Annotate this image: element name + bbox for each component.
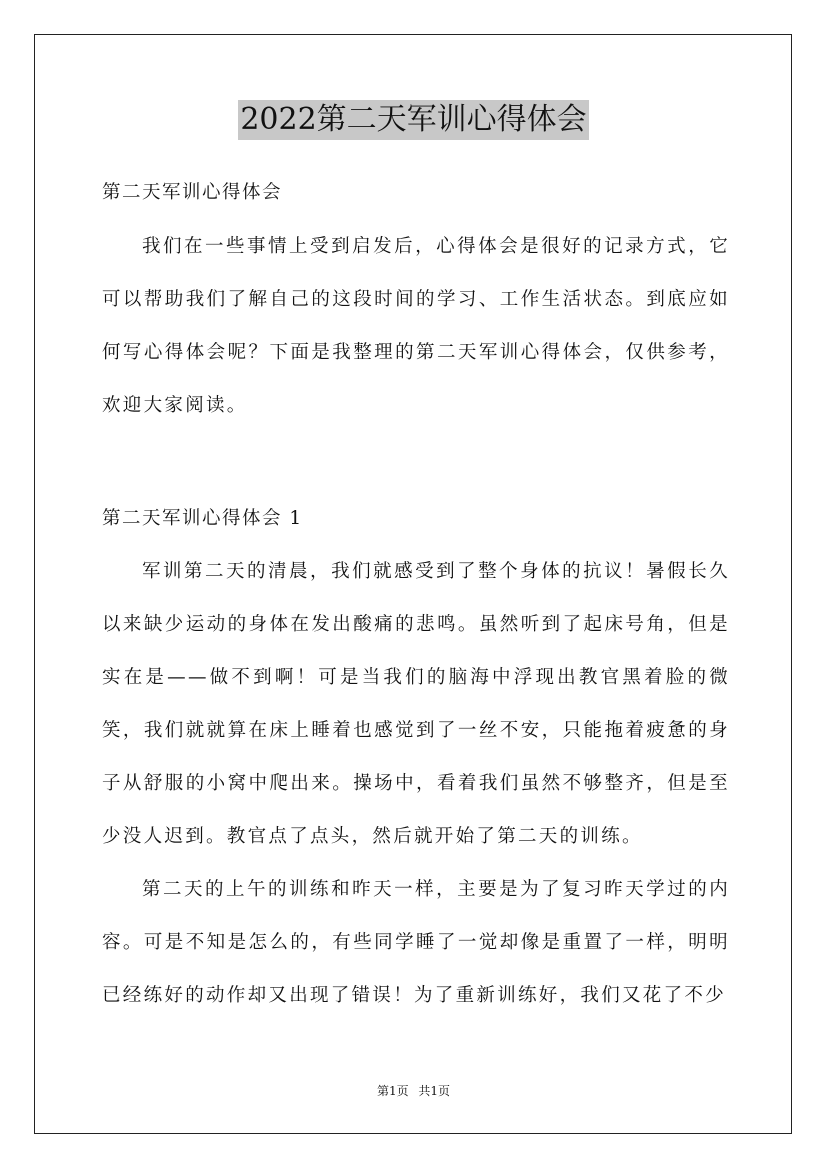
section1-heading-block <box>102 508 730 530</box>
section1-heading: 第二天军训心得体会 1 <box>102 508 303 529</box>
section1-body <box>102 545 730 1022</box>
page-number: 第1页 <box>376 1084 409 1098</box>
intro-heading-block <box>102 182 730 204</box>
section1-paragraph-2: 第二天的上午的训练和昨天一样，主要是为了复习昨天学过的内容。可是不知是怎么的，有些同学睡了一觉却像是重置了一样，明明已经练好的动作却又出现了错误！为了重新训练好，我们又花了不少 <box>102 879 730 1006</box>
section1-paragraph-1: 军训第二天的清晨，我们就感受到了整个身体的抗议！暑假长久以来缺少运动的身体在发出酸痛的悲鸣。虽然听到了起床号角，但是实在是——做不到啊！可是当我们的脑海中浮现出教官黑着脸的微笑，我们就就算在床上睡着也感觉到了一丝不安，只能拖着疲惫的身子从舒服的小窝中爬出来。操场中，看着我们虽然不够整齐，但是至少没人迟到。教官点了点头，然后就开始了第二天的训练。 <box>102 561 730 847</box>
intro-paragraph: 我们在一些事情上受到启发后，心得体会是很好的记录方式，它可以帮助我们了解自己的这段时间的学习、工作生活状态。到底应如何写心得体会呢？下面是我整理的第二天军训心得体会，仅供参考，欢迎大家阅读。 <box>102 236 730 416</box>
title-container <box>0 100 827 140</box>
document-title: 2022第二天军训心得体会 <box>238 100 588 140</box>
intro-paragraph-block <box>102 220 730 432</box>
page-total: 共1页 <box>418 1084 451 1098</box>
page-footer <box>0 1082 827 1099</box>
intro-heading: 第二天军训心得体会 <box>102 182 283 203</box>
